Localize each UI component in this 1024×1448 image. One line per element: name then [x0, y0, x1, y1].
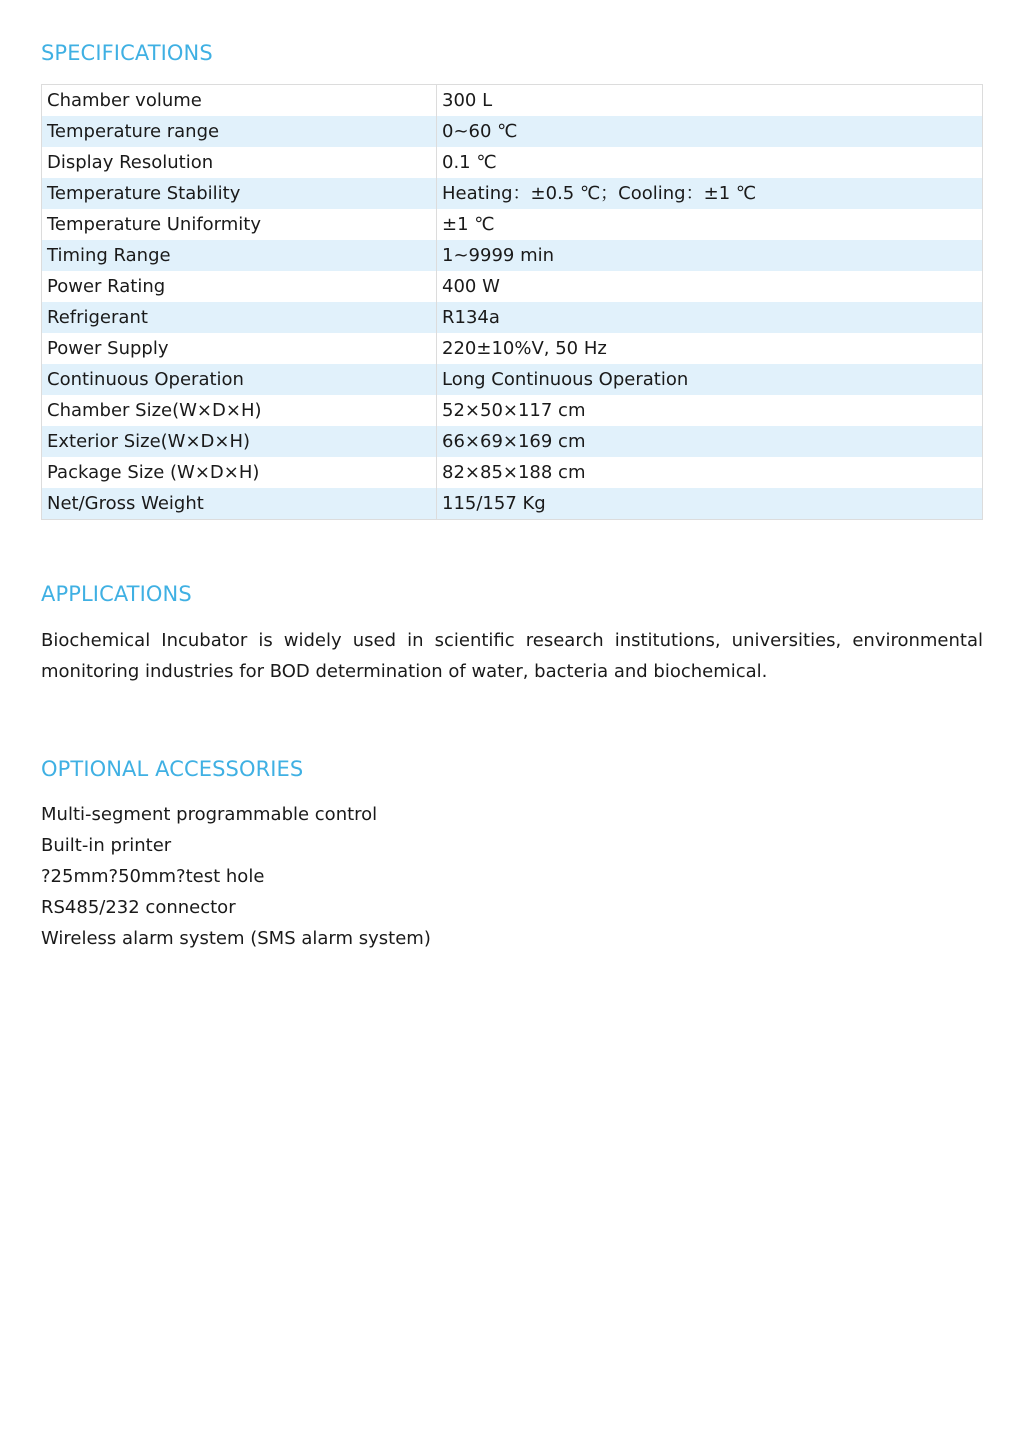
spec-value: 0.1 ℃	[442, 152, 497, 173]
spec-value: ±1 ℃	[442, 214, 495, 235]
table-row	[42, 271, 983, 302]
spec-value: 400 W	[442, 276, 500, 297]
spec-value: 220±10%V, 50 Hz	[442, 338, 607, 359]
applications-paragraph: Biochemical Incubator is widely used in scientific research institutions, universities, environmental monitoring industries for BOD determination of water, bacteria and biochemical.	[41, 630, 983, 682]
spec-label: Timing Range	[42, 240, 437, 271]
spec-value: 82×85×188 cm	[442, 462, 586, 483]
table-row	[42, 240, 983, 271]
table-row	[42, 147, 983, 178]
spec-label: Temperature Uniformity	[42, 209, 437, 240]
spec-label: Continuous Operation	[42, 364, 437, 395]
spec-label: Display Resolution	[42, 147, 437, 178]
spec-label: Temperature range	[42, 116, 437, 147]
list-item: ?25mm?50mm?test hole	[41, 866, 265, 887]
spec-value: 115/157 Kg	[437, 488, 983, 520]
table-row	[42, 426, 983, 457]
spec-value: 1~9999 min	[437, 240, 983, 271]
specifications-table	[41, 84, 983, 520]
spec-label: Chamber Size(W×D×H)	[42, 395, 437, 426]
table-row	[42, 395, 983, 426]
spec-value: R134a	[437, 302, 983, 333]
table-row	[42, 364, 983, 395]
table-row	[42, 178, 983, 209]
table-row	[42, 302, 983, 333]
specifications-heading: SPECIFICATIONS	[41, 41, 213, 65]
spec-value: 52×50×117 cm	[442, 400, 586, 421]
spec-value: 0~60 ℃	[437, 116, 983, 147]
spec-value: 66×69×169 cm	[437, 426, 983, 457]
spec-label: Exterior Size(W×D×H)	[42, 426, 437, 457]
optional-accessories-heading: OPTIONAL ACCESSORIES	[41, 757, 304, 781]
spec-label: Package Size (W×D×H)	[42, 457, 437, 488]
table-row	[42, 333, 983, 364]
list-item: Wireless alarm system (SMS alarm system)	[41, 928, 431, 949]
applications-heading: APPLICATIONS	[41, 582, 192, 606]
spec-label: Refrigerant	[42, 302, 437, 333]
table-row	[42, 488, 983, 520]
table-row	[42, 116, 983, 147]
spec-label: Temperature Stability	[42, 178, 437, 209]
spec-value: Heating：±0.5 ℃；Cooling：±1 ℃	[437, 178, 983, 209]
spec-label: Net/Gross Weight	[42, 488, 437, 520]
table-row	[42, 457, 983, 488]
spec-label: Power Rating	[42, 271, 437, 302]
table-row	[42, 209, 983, 240]
list-item: Built-in printer	[41, 835, 172, 856]
spec-value: Long Continuous Operation	[437, 364, 983, 395]
accessories-list	[41, 799, 431, 954]
spec-value: 300 L	[442, 90, 493, 111]
table-row	[42, 85, 983, 117]
spec-label: Chamber volume	[42, 85, 437, 117]
spec-label: Power Supply	[42, 333, 437, 364]
list-item: RS485/232 connector	[41, 897, 236, 918]
list-item: Multi-segment programmable control	[41, 804, 378, 825]
